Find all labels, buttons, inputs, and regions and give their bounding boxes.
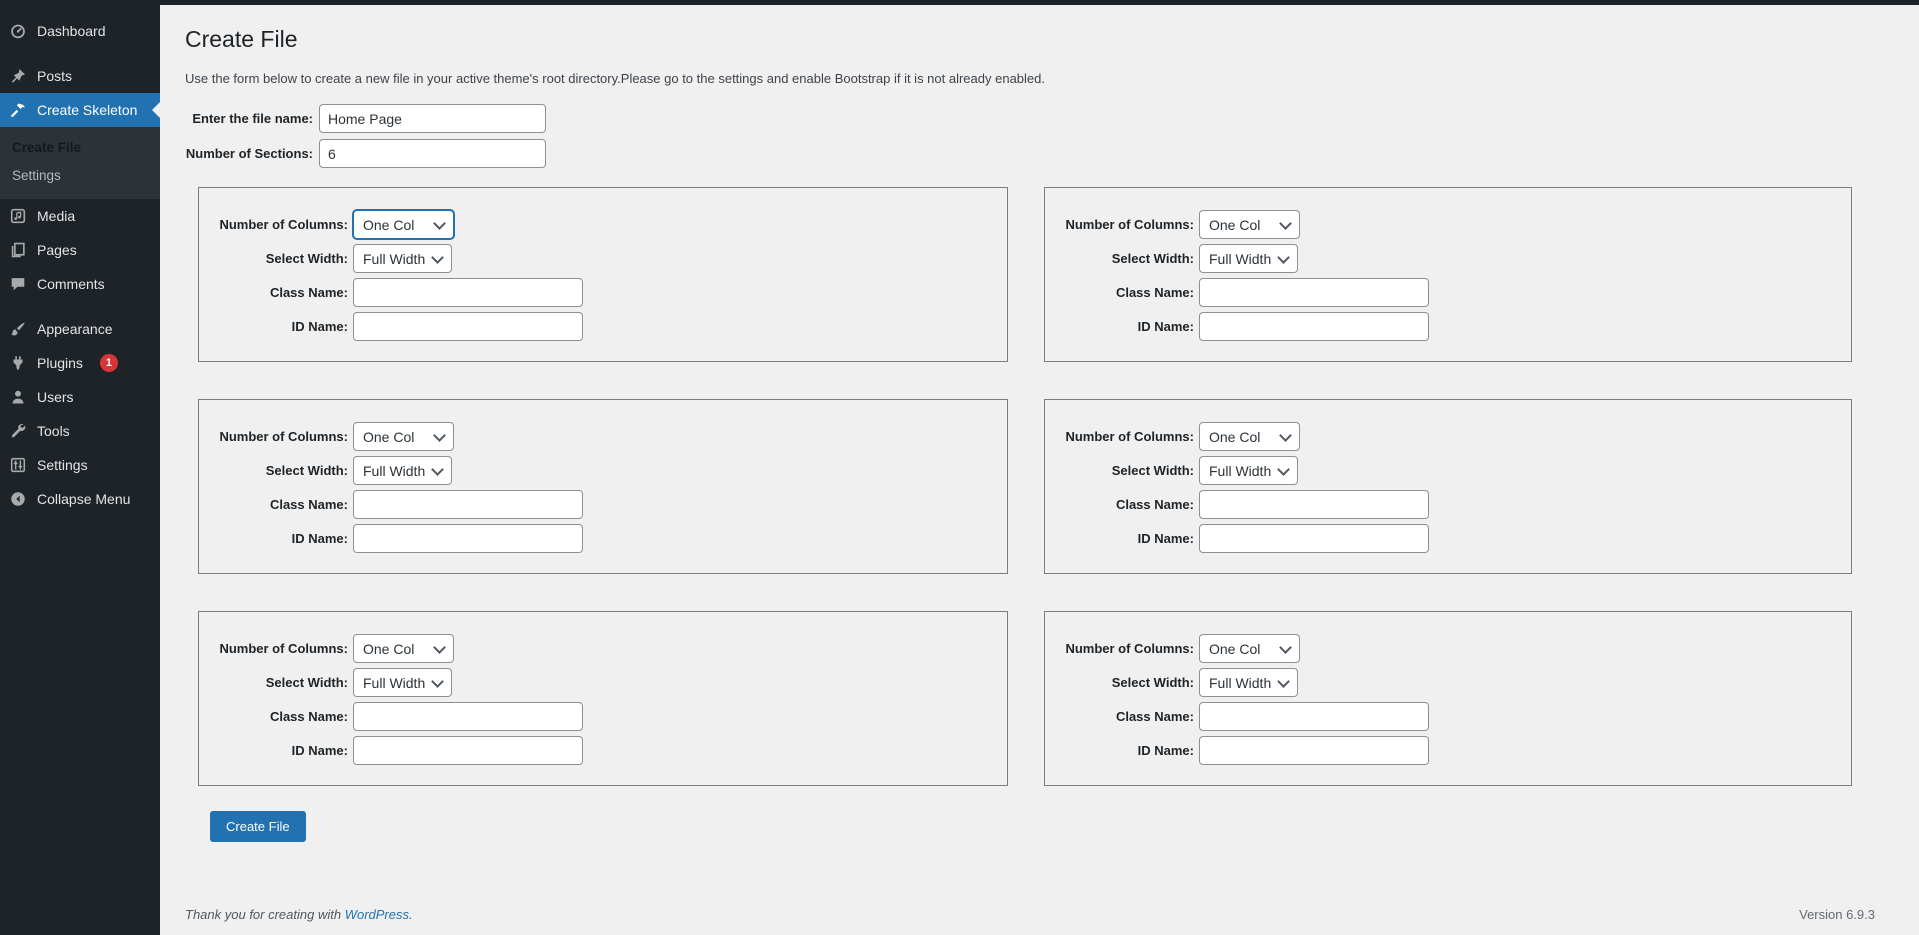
columns-label: Number of Columns: (1065, 429, 1194, 444)
columns-row (199, 634, 1007, 663)
columns-label: Number of Columns: (219, 641, 348, 656)
sidebar-item-tools[interactable] (0, 414, 160, 448)
width-label: Select Width: (1111, 251, 1194, 266)
columns-label: Number of Columns: (219, 429, 348, 444)
width-select[interactable] (1199, 668, 1298, 697)
class-name-input[interactable] (353, 702, 583, 731)
id-name-input[interactable] (353, 312, 583, 341)
pages-icon (9, 241, 27, 259)
columns-row (199, 422, 1007, 451)
submenu-item-label: Settings (12, 168, 61, 183)
id-name-label: ID Name: (291, 743, 348, 758)
plugins-update-badge: 1 (100, 354, 118, 372)
paintbrush-icon (9, 320, 27, 338)
id-name-row (199, 312, 1007, 341)
columns-label: Number of Columns: (219, 217, 348, 232)
id-name-input[interactable] (353, 736, 583, 765)
section-box-1 (198, 187, 1008, 362)
submenu-item-settings[interactable] (0, 162, 160, 190)
sidebar-item-dashboard[interactable] (0, 14, 160, 48)
columns-select[interactable] (353, 210, 454, 239)
id-name-row (1045, 524, 1851, 553)
id-name-label: ID Name: (1137, 531, 1194, 546)
sidebar-item-label: Settings (37, 457, 88, 473)
class-name-label: Class Name: (269, 497, 348, 512)
width-row (199, 668, 1007, 697)
pin-icon (9, 67, 27, 85)
file-settings-form (185, 104, 1875, 168)
columns-select[interactable] (1199, 422, 1300, 451)
class-name-input[interactable] (353, 278, 583, 307)
sidebar-separator (0, 301, 160, 312)
class-name-row (1045, 702, 1851, 731)
section-box-4 (1044, 399, 1852, 574)
width-row (1045, 244, 1851, 273)
sidebar-item-label: Posts (37, 68, 73, 84)
id-name-row (1045, 312, 1851, 341)
main-content (160, 0, 1919, 935)
sidebar-item-posts[interactable] (0, 59, 160, 93)
sidebar-item-pages[interactable] (0, 233, 160, 267)
file-name-input[interactable] (319, 104, 546, 133)
width-select[interactable] (353, 244, 452, 273)
columns-label: Number of Columns: (1065, 217, 1194, 232)
id-name-label: ID Name: (291, 531, 348, 546)
sidebar-item-collapse-menu[interactable] (0, 482, 160, 516)
sidebar-item-label: Users (37, 389, 74, 405)
width-label: Select Width: (265, 251, 348, 266)
id-name-input[interactable] (353, 524, 583, 553)
width-label: Select Width: (1111, 463, 1194, 478)
top-dark-strip (0, 0, 1919, 5)
width-row (199, 244, 1007, 273)
class-name-row (199, 278, 1007, 307)
sidebar-item-users[interactable] (0, 380, 160, 414)
id-name-label: ID Name: (1137, 743, 1194, 758)
class-name-label: Class Name: (1115, 497, 1194, 512)
class-name-input[interactable] (1199, 278, 1429, 307)
columns-select[interactable] (1199, 210, 1300, 239)
class-name-input[interactable] (353, 490, 583, 519)
file-name-label: Enter the file name: (192, 111, 313, 126)
section-box-3 (198, 399, 1008, 574)
width-select[interactable] (1199, 456, 1298, 485)
class-name-input[interactable] (1199, 702, 1429, 731)
sections-count-label: Number of Sections: (185, 146, 313, 161)
id-name-row (199, 524, 1007, 553)
dashboard-icon (9, 22, 27, 40)
create-file-button[interactable]: Create File (210, 811, 306, 842)
sidebar-item-plugins[interactable] (0, 346, 160, 380)
admin-sidebar (0, 0, 160, 935)
class-name-row (1045, 278, 1851, 307)
class-name-row (1045, 490, 1851, 519)
sidebar-item-label: Pages (37, 242, 77, 258)
class-name-input[interactable] (1199, 490, 1429, 519)
comment-icon (9, 275, 27, 293)
id-name-input[interactable] (1199, 312, 1429, 341)
columns-select[interactable] (1199, 634, 1300, 663)
admin-footer (160, 907, 1919, 935)
sidebar-item-label: Dashboard (37, 23, 106, 39)
sidebar-item-comments[interactable] (0, 267, 160, 301)
sidebar-item-create-skeleton[interactable] (0, 93, 160, 127)
file-name-row (185, 104, 1875, 133)
submenu-item-create-file[interactable] (0, 134, 160, 162)
sidebar-item-label: Comments (37, 276, 105, 292)
sidebar-item-label: Tools (37, 423, 70, 439)
sidebar-item-settings[interactable] (0, 448, 160, 482)
width-select[interactable] (353, 668, 452, 697)
id-name-input[interactable] (1199, 736, 1429, 765)
width-row (1045, 456, 1851, 485)
wordpress-link[interactable]: WordPress (344, 907, 409, 922)
settings-sliders-icon (9, 456, 27, 474)
width-label: Select Width: (265, 675, 348, 690)
class-name-label: Class Name: (269, 285, 348, 300)
width-label: Select Width: (265, 463, 348, 478)
columns-label: Number of Columns: (1065, 641, 1194, 656)
sidebar-item-label: Create Skeleton (37, 102, 138, 118)
sections-grid (198, 187, 1875, 786)
width-row (199, 456, 1007, 485)
page-description: Use the form below to create a new file in your active theme's root directory.Please go to the settings and enable Bootstrap if it is not already enabled. (185, 71, 1045, 86)
id-name-row (199, 736, 1007, 765)
footer-thanks-text (185, 907, 413, 922)
section-box-2 (1044, 187, 1852, 362)
id-name-input[interactable] (1199, 524, 1429, 553)
create-file-page (160, 5, 1919, 842)
plugin-icon (9, 354, 27, 372)
page-title: Create File (185, 26, 298, 52)
sidebar-item-label: Media (37, 208, 76, 224)
class-name-label: Class Name: (1115, 709, 1194, 724)
columns-select[interactable] (353, 422, 454, 451)
class-name-label: Class Name: (269, 709, 348, 724)
width-label: Select Width: (1111, 675, 1194, 690)
columns-select[interactable] (353, 634, 454, 663)
section-box-6 (1044, 611, 1852, 786)
sidebar-item-media[interactable] (0, 199, 160, 233)
footer-version: Version 6.9.3 (1799, 907, 1875, 922)
id-name-row (1045, 736, 1851, 765)
hammer-icon (9, 101, 27, 119)
section-box-5 (198, 611, 1008, 786)
submenu-item-label: Create File (12, 140, 82, 155)
width-row (1045, 668, 1851, 697)
id-name-label: ID Name: (1137, 319, 1194, 334)
sidebar-item-appearance[interactable] (0, 312, 160, 346)
columns-row (1045, 422, 1851, 451)
sidebar-item-label: Collapse Menu (37, 491, 131, 507)
columns-row (1045, 634, 1851, 663)
width-select[interactable] (353, 456, 452, 485)
sidebar-item-label: Plugins (37, 355, 83, 371)
sidebar-separator (0, 48, 160, 59)
sidebar-item-label: Appearance (37, 321, 113, 337)
user-icon (9, 388, 27, 406)
class-name-label: Class Name: (1115, 285, 1194, 300)
collapse-arrow-icon (9, 490, 27, 508)
wrench-icon (9, 422, 27, 440)
columns-row (199, 210, 1007, 239)
class-name-row (199, 490, 1007, 519)
id-name-label: ID Name: (291, 319, 348, 334)
media-icon (9, 207, 27, 225)
width-select[interactable] (1199, 244, 1298, 273)
class-name-row (199, 702, 1007, 731)
thanks-prefix: Thank you for creating with (185, 907, 345, 922)
sections-count-row (185, 139, 1875, 168)
sections-count-input[interactable] (319, 139, 546, 168)
thanks-suffix: . (409, 907, 413, 922)
create-skeleton-submenu (0, 127, 160, 199)
columns-row (1045, 210, 1851, 239)
